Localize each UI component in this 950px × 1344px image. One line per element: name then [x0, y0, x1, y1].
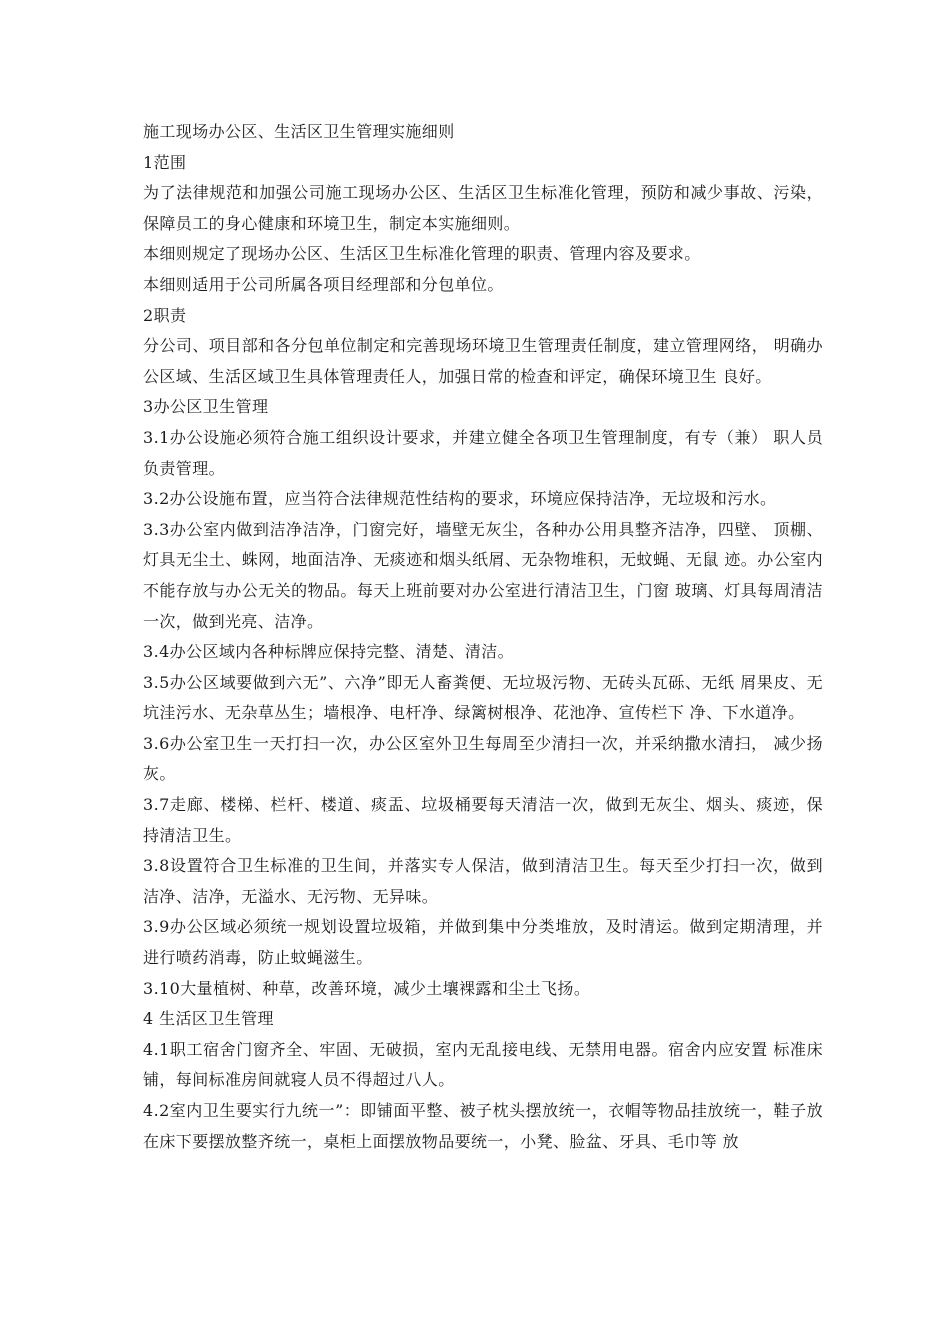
clause-3-8: 3.8设置符合卫生标准的卫生间，并落实专人保洁，做到清洁卫生。每天至少打扫一次，做到洁净、洁净，无溢水、无污物、无异味。 — [143, 856, 823, 906]
clause-3-7: 3.7走廊、楼梯、栏杆、楼道、痰盂、垃圾桶要每天清洁一次，做到无灰尘、烟头、痰迹，保持清洁卫生。 — [143, 795, 823, 845]
clause-4-1: 4.1职工宿舍门窗齐全、牢固、无破损，室内无乱接电线、无禁用电器。宿舍内应安置 标准床铺，每间标准房间就寝人员不得超过八人。 — [143, 1039, 823, 1090]
document-title: 施工现场办公区、生活区卫生管理实施细则 — [143, 122, 455, 141]
section-heading-office: 3办公区卫生管理 — [143, 397, 269, 417]
clause-3-3: 3.3办公室内做到洁净洁净，门窗完好，墙壁无灰尘，各种办公用具整齐洁净，四壁、 顶棚、灯具无尘土、蛛网，地面洁净、无痰迹和烟头纸屑、无杂物堆积，无蚊蝇、无鼠 迹。办公室内不能存放与办公无关的物品。每天上班前要对办公室进行清洁卫生，门窗 玻璃、灯具每周清洁一次，做到光亮、洁净。 — [143, 519, 823, 631]
clause-3-1: 3.1办公设施必须符合施工组织设计要求，并建立健全各项卫生管理制度，有专（兼） 职人员负责管理。 — [143, 427, 823, 478]
clause-3-10: 3.10大量植树、种草，改善环境，减少土壤裸露和尘土飞扬。 — [143, 978, 591, 998]
clause-4-2: 4.2室内卫生要实行九统一”：即铺面平整、被子枕头摆放统一，衣帽等物品挂放统一，鞋子放在床下要摆放整齐统一，桌柜上面摆放物品要统一，小凳、脸盆、牙具、毛巾等 放 — [143, 1101, 823, 1151]
paragraph: 本细则规定了现场办公区、生活区卫生标准化管理的职责、管理内容及要求。 — [143, 244, 701, 264]
clause-3-2: 3.2办公设施布置，应当符合法律规范性结构的要求，环境应保持洁净，无垃圾和污水。 — [143, 489, 777, 509]
document-body — [143, 117, 823, 1157]
clause-3-5: 3.5办公区域要做到六无”、六净”即无人畜粪便、无垃圾污物、无砖头瓦砾、无纸 屑果皮、无坑洼污水、无杂草丛生；墙根净、电杆净、绿篱树根净、花池净、宣传栏下 净、下水道净。 — [143, 672, 823, 723]
clause-3-9: 3.9办公区域必须统一规划设置垃圾箱，并做到集中分类堆放，及时清运。做到定期清理，并进行喷药消毒，防止蚊蝇滋生。 — [143, 917, 823, 968]
paragraph: 分公司、项目部和各分包单位制定和完善现场环境卫生管理责任制度，建立管理网络， 明确办公区域、生活区域卫生具体管理责任人，加强日常的检查和评定，确保环境卫生 良好。 — [143, 336, 823, 386]
clause-3-4: 3.4办公区域内各种标牌应保持完整、清楚、清洁。 — [143, 642, 515, 662]
section-heading-living: 4 生活区卫生管理 — [143, 1009, 274, 1029]
section-heading-scope: 1范围 — [143, 152, 187, 172]
clause-3-6: 3.6办公室卫生一天打扫一次，办公区室外卫生每周至少清扫一次，并采纳撒水清扫， 减少扬灰。 — [143, 733, 823, 784]
section-heading-duties: 2职责 — [143, 305, 187, 325]
paragraph: 本细则适用于公司所属各项目经理部和分包单位。 — [143, 274, 504, 294]
paragraph: 为了法律规范和加强公司施工现场办公区、生活区卫生标准化管理，预防和减少事故、污染， 保障员工的身心健康和环境卫生，制定本实施细则。 — [143, 183, 823, 233]
